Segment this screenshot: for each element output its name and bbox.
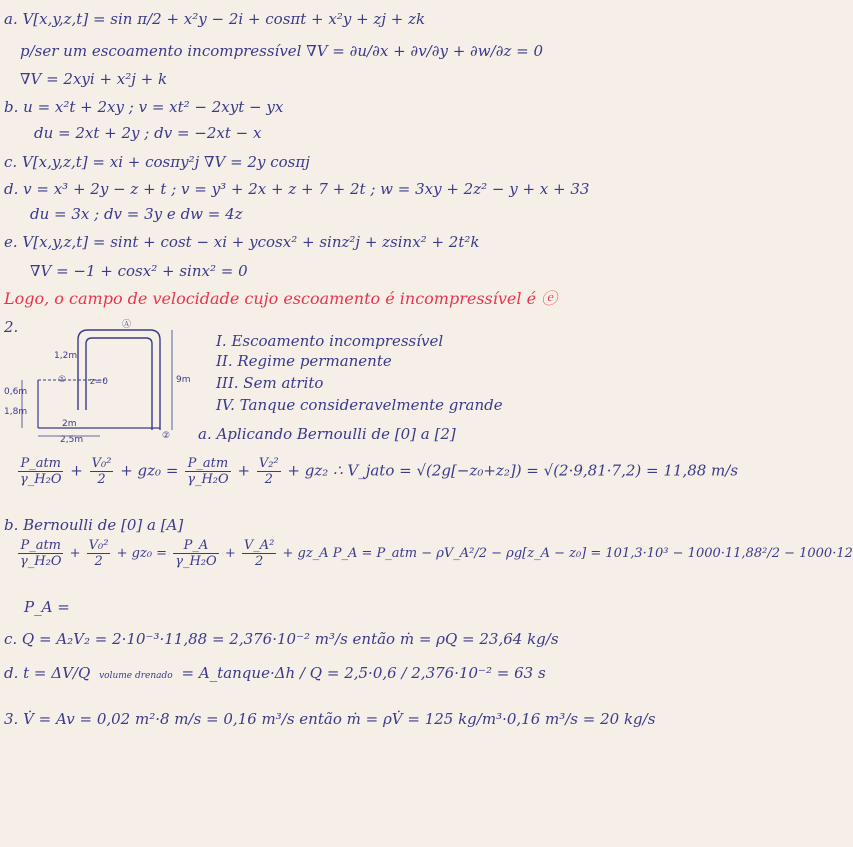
- derivatives-d: du = 3x ; dv = 3y e dw = 4z: [30, 205, 243, 223]
- bernoulli-0-2: $\frac{\text{P\_atm}}{\text{γ\_H₂O}}$ + $\frac{\text{V₀²}}{2}$ + gz₀ = $\frac{\text{P\_atm}}{\text{γ\_H₂O}}$ + $\frac{\text{V₂²}}{2}$ + gz₂ ∴ V_jato = √(2g[−z₀+z₂]) = √(2·9,81·7,2) = 11,88 m/s: [20, 456, 739, 487]
- v2-term: $\frac{\text{V₂²}}{2}$: [258, 456, 279, 487]
- assumption-3: III. Sem atrito: [216, 374, 324, 392]
- point-1-label: ①: [58, 375, 67, 385]
- tank-siphon-diagram: [0, 318, 200, 443]
- assumption-2: II. Regime permanente: [216, 352, 392, 370]
- item-d: d. v = x³ + 2y − z + t ; v = y³ + 2x + z + 7 + 2t ; w = 3xy + 2z² − y + x + 33: [4, 180, 590, 198]
- p-atm-term-2: $\frac{\text{P\_atm}}{\text{γ\_H₂O}}$: [187, 456, 229, 487]
- v0-term: $\frac{\text{V₀²}}{2}$: [91, 456, 112, 487]
- datum-label: z=0: [90, 377, 108, 387]
- item-a: a. V[x,y,z,t] = sin π/2 + x²y − 2i + cosπt + x²y + zj + zk: [4, 10, 426, 28]
- point-2-label: ②: [162, 431, 171, 441]
- part-2a-heading: a. Aplicando Bernoulli de [0] a [2]: [198, 425, 456, 443]
- dim-2-5-label: 2,5m: [60, 435, 84, 445]
- bernoulli-0-a: $\frac{\text{P\_atm}}{\text{γ\_H₂O}}$ + $\frac{\text{V₀²}}{2}$ + gz₀ = $\frac{P\_A}{\text{γ\_H₂O}}$ + $\frac{\text{V\_A²}}{2}$ + gz_A P_A = P_atm − ρV_A²/2 − ρg[z_A − z₀] = 101,3·10³ − 1000·11,88²/2 − 1000·12: [20, 538, 853, 569]
- drained-volume-note: volume drenado: [99, 671, 173, 681]
- dim-2-label: 2m: [62, 419, 77, 429]
- jet-velocity-result: ∴ V_jato = √(2g[−z₀+z₂]) = √(2·9,81·7,2) = 11,88 m/s: [333, 461, 739, 480]
- v0-term-b: $\frac{\text{V₀²}}{2}$: [88, 538, 109, 569]
- item-b: b. u = x²t + 2xy ; v = xt² − 2xyt − yx: [4, 98, 284, 116]
- part-2c: c. Q = A₂V₂ = 2·10⁻³·11,88 = 2,376·10⁻² m³/s então ṁ = ρQ = 23,64 kg/s: [4, 630, 559, 648]
- pressure-a-blank: P_A =: [24, 598, 70, 616]
- conclusion: Logo, o campo de velocidade cujo escoamento é incompressível é ⓔ: [4, 289, 558, 308]
- dim-1-2-label: 1,2m: [54, 351, 78, 361]
- dim-9-label: 9m: [176, 375, 191, 385]
- incompressibility-condition: p/ser um escoamento incompressível ∇V = ∂u/∂x + ∂v/∂y + ∂w/∂z = 0: [20, 42, 544, 60]
- p-atm-term-b: $\frac{\text{P\_atm}}{\text{γ\_H₂O}}$: [20, 538, 62, 569]
- assumption-4: IV. Tanque consideravelmente grande: [216, 396, 503, 414]
- pa-term: $\frac{P\_A}{\text{γ\_H₂O}}$: [175, 538, 217, 569]
- va-term: $\frac{\text{V\_A²}}{2}$: [243, 538, 275, 569]
- pressure-a-expression: P_A = P_atm − ρV_A²/2 − ρg[z_A − z₀] = 101,3·10³ − 1000·11,88²/2 − 1000·12: [332, 546, 853, 561]
- divergence-a: ∇V = 2xyi + x²j + k: [20, 70, 168, 88]
- dim-1-8-label: 1,8m: [4, 407, 28, 417]
- item-e: e. V[x,y,z,t] = sint + cost − xi + ycosx² + sinz²j + zsinx² + 2t²k: [4, 233, 480, 251]
- part-2d: d. t = ΔV/Q volume drenado = A_tanque·Δh / Q = 2,5·0,6 / 2,376·10⁻² = 63 s: [4, 664, 546, 682]
- question-3: 3. V̇ = Av = 0,02 m²·8 m/s = 0,16 m³/s então ṁ = ρV̇ = 125 kg/m³·0,16 m³/s = 20 kg/s: [4, 710, 656, 728]
- dim-0-6-label: 0,6m: [4, 387, 28, 397]
- part-2b-heading: b. Bernoulli de [0] a [A]: [4, 516, 184, 534]
- item-c: c. V[x,y,z,t] = xi + cosπy²j ∇V = 2y cosπj: [4, 153, 310, 171]
- point-a-label: Ⓐ: [122, 320, 132, 330]
- assumption-1: I. Escoamento incompressível: [216, 332, 444, 350]
- divergence-e: ∇V = −1 + cosx² + sinx² = 0: [30, 262, 248, 280]
- derivatives-b: du = 2xt + 2y ; dv = −2xt − x: [34, 124, 262, 142]
- question-2: 2.: [4, 318, 19, 336]
- p-atm-term: $\frac{\text{P\_atm}}{\text{γ\_H₂O}}$: [20, 456, 62, 487]
